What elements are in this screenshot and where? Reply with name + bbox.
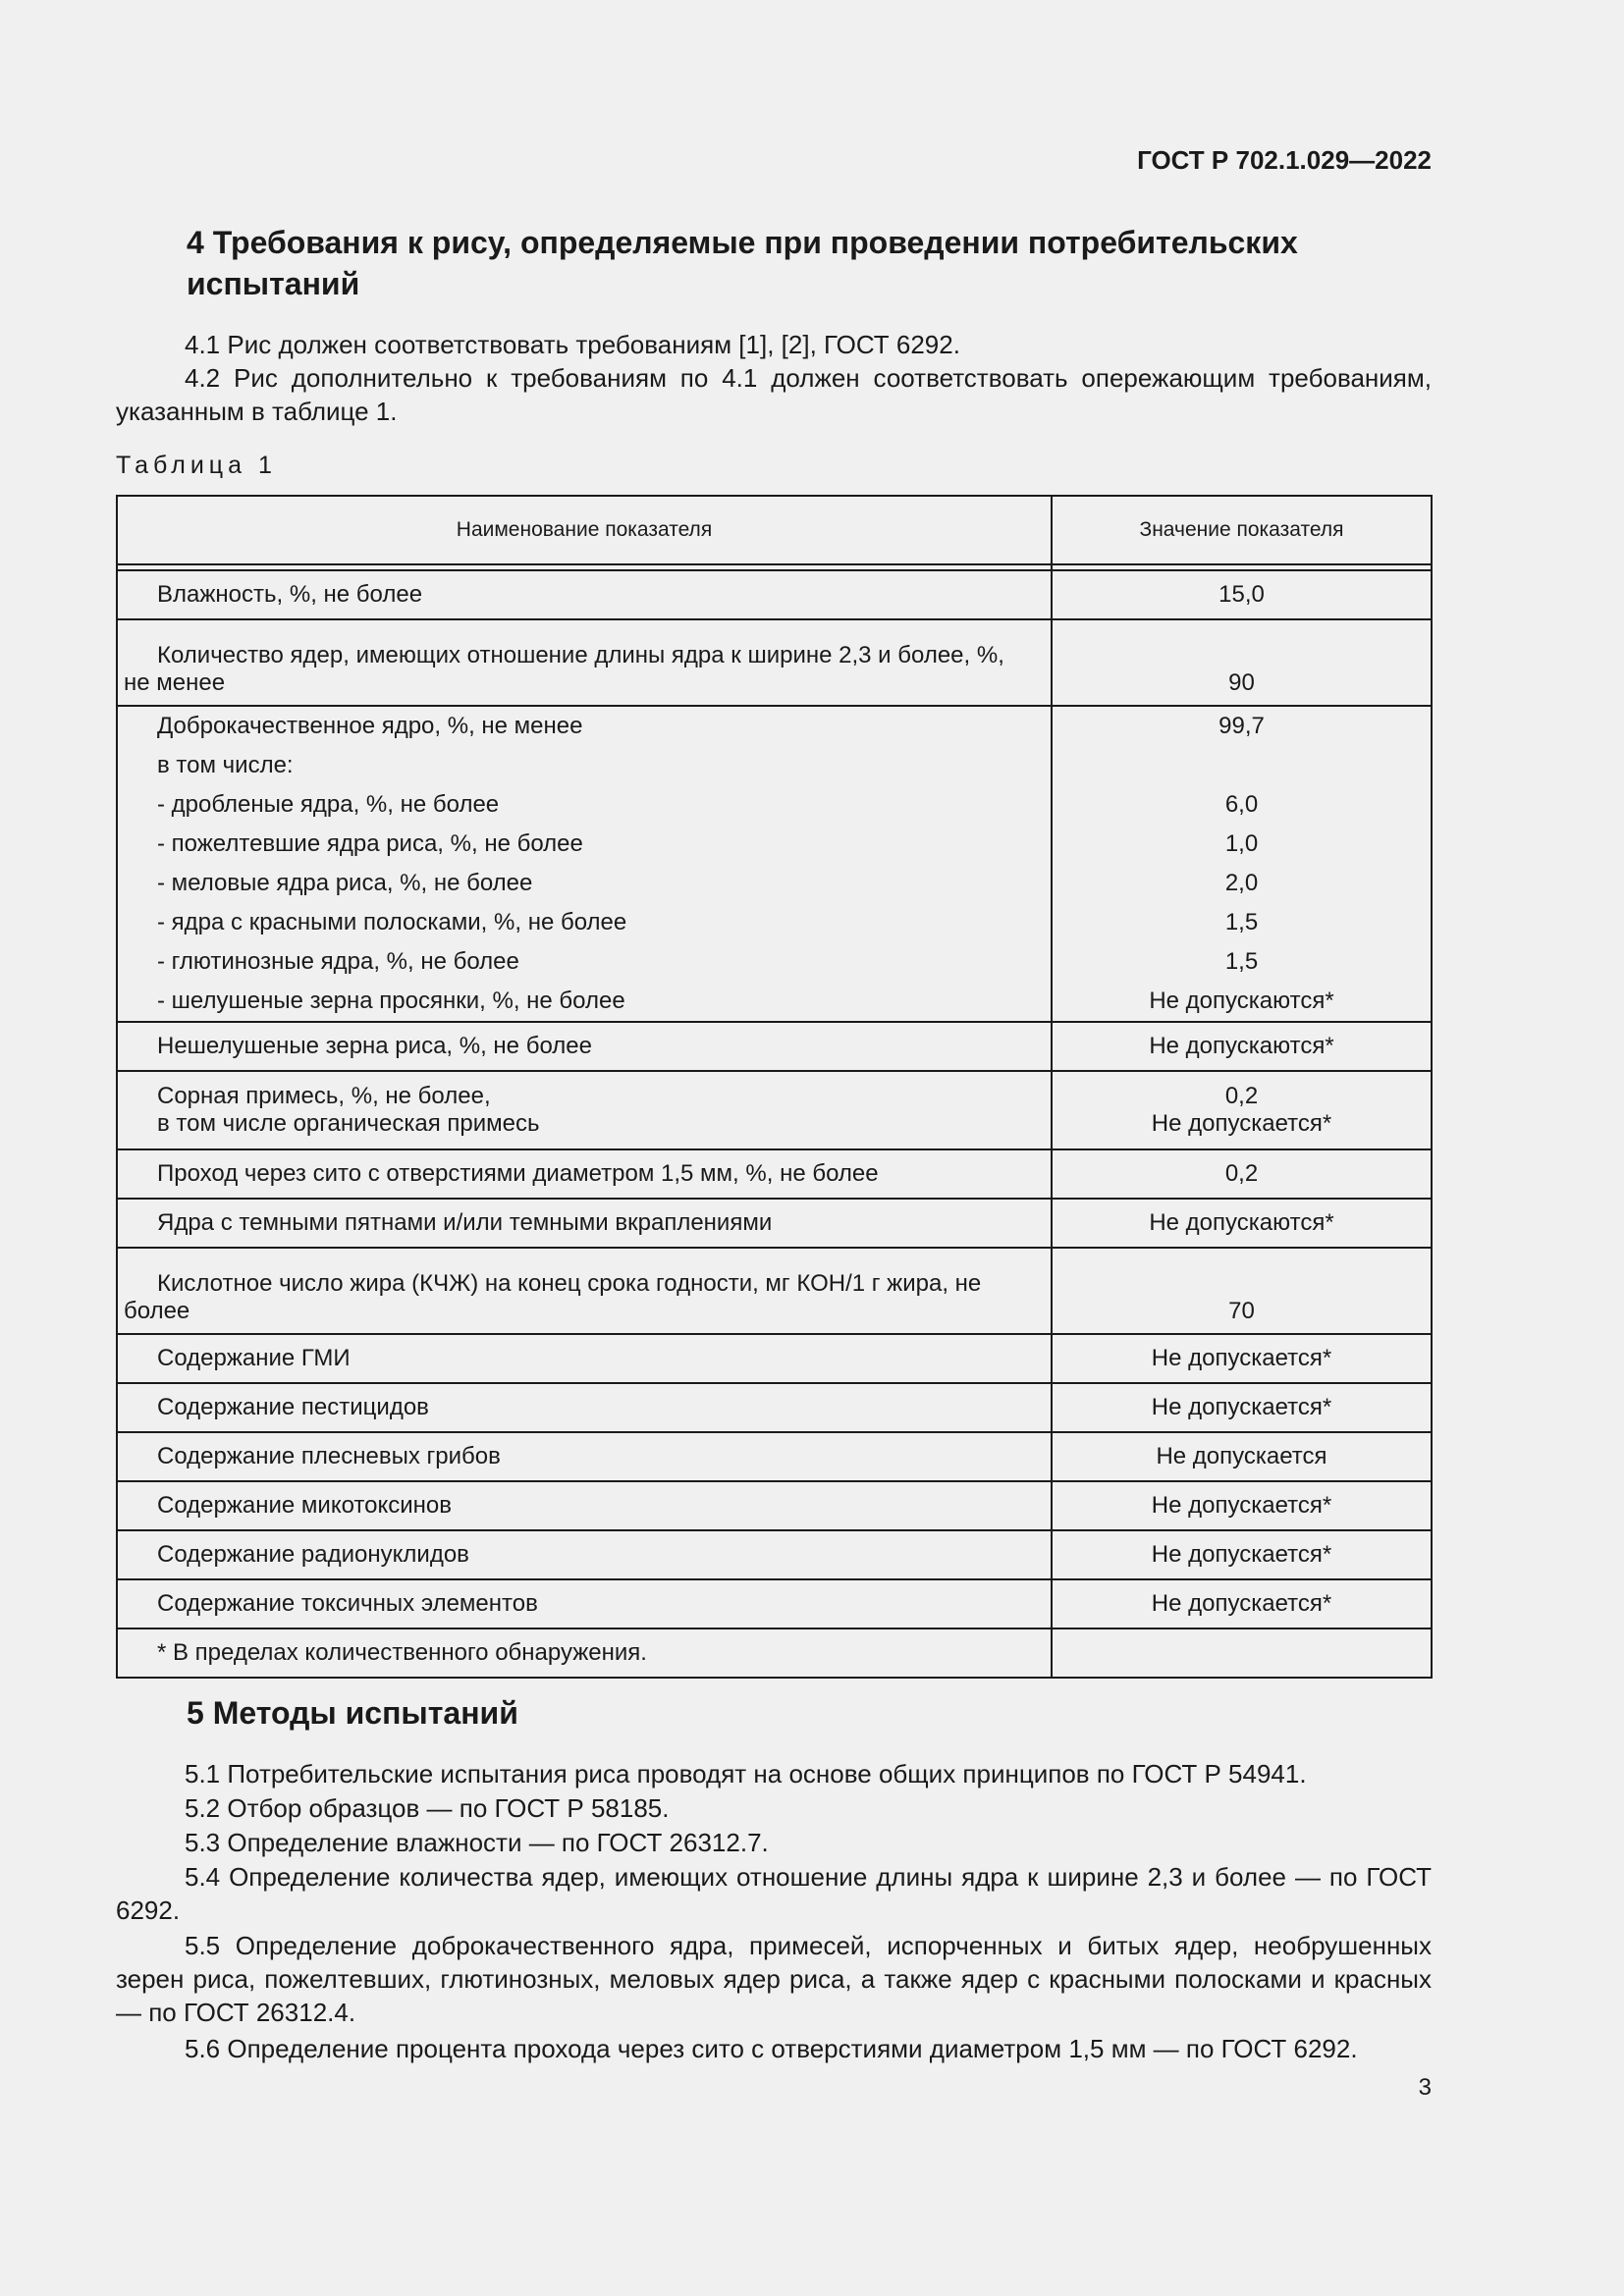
row-name: Содержание радионуклидов — [157, 1541, 469, 1568]
row-value: 15,0 — [1052, 570, 1432, 619]
table-footnote-row — [117, 1629, 1432, 1678]
table-row — [117, 1199, 1432, 1248]
row-value: Не допускается* — [1052, 1530, 1432, 1579]
row-name: Содержание токсичных элементов — [157, 1590, 538, 1617]
row-name: Влажность, %, не более — [157, 581, 423, 608]
paragraph-5-3: 5.3 Определение влажности — по ГОСТ 26312.7. — [185, 1828, 769, 1857]
row-name: Доброкачественное ядро, %, не менее — [157, 713, 583, 739]
row-value: Не допускается* — [1052, 1334, 1432, 1383]
row-name: Содержание пестицидов — [157, 1394, 429, 1420]
row-name: Содержание плесневых грибов — [157, 1443, 501, 1469]
paragraph-5-1: 5.1 Потребительские испытания риса проводят на основе общих принципов по ГОСТ Р 54941. — [185, 1759, 1307, 1789]
row-name-line-2: не менее — [124, 669, 226, 696]
row-value: Не допускаются* — [1052, 1199, 1432, 1248]
row-name: Содержание микотоксинов — [157, 1492, 453, 1519]
row-name: Проход через сито с отверстиями диаметром 1,5 мм, %, не более — [157, 1160, 879, 1187]
row-value: 99,7 — [1218, 713, 1265, 739]
row-value: 0,2 — [1224, 1083, 1259, 1109]
section-4-title-line-2: испытаний — [187, 266, 360, 301]
section-4-title — [187, 222, 1298, 304]
column-header-value: Значение показателя — [1052, 496, 1432, 564]
row-value: Не допускается* — [1052, 1481, 1432, 1530]
row-value: 2,0 — [1224, 870, 1259, 896]
row-subheading: в том числе: — [157, 752, 294, 778]
row-name-line-2: в том числе органическая примесь — [157, 1110, 540, 1137]
row-value: Не допускаются* — [1149, 988, 1334, 1014]
table-row — [117, 1022, 1432, 1071]
row-name: Содержание ГМИ — [157, 1345, 351, 1371]
row-subitem: - пожелтевшие ядра риса, %, не более — [157, 830, 583, 857]
row-value: 1,5 — [1224, 909, 1259, 935]
row-subitem: - дробленые ядра, %, не более — [157, 791, 500, 818]
paragraph-4-1: 4.1 Рис должен соответствовать требованиям [1], [2], ГОСТ 6292. — [185, 330, 960, 359]
row-value: Не допускается — [1052, 1432, 1432, 1481]
row-value: 0,2 — [1052, 1149, 1432, 1199]
paragraph-5-4: 5.4 Определение количества ядер, имеющих отношение длины ядра к ширине 2,3 и более — по ГОСТ 6292. — [116, 1862, 1432, 1925]
paragraph-5-6: 5.6 Определение процента прохода через сито с отверстиями диаметром 1,5 мм — по ГОСТ 6292. — [185, 2034, 1358, 2063]
table-caption: Таблица 1 — [116, 452, 277, 479]
table-row — [117, 619, 1432, 706]
row-name: Нешелушеные зерна риса, %, не более — [157, 1033, 592, 1059]
document-code: ГОСТ Р 702.1.029—2022 — [1137, 145, 1432, 175]
row-subitem: - глютинозные ядра, %, не более — [157, 948, 519, 975]
table-row — [117, 1579, 1432, 1629]
table-row — [117, 1334, 1432, 1383]
row-value: Не допускается* — [1052, 1579, 1432, 1629]
row-name-line-2: более — [124, 1298, 190, 1324]
table-header-row — [117, 496, 1432, 564]
page-number: 3 — [1418, 2074, 1432, 2101]
row-value: Не допускается* — [1151, 1110, 1332, 1137]
row-name-line-1: Сорная примесь, %, не более, — [157, 1083, 491, 1109]
table-row — [117, 1248, 1432, 1334]
row-name-line-1: Количество ядер, имеющих отношение длины ядра к ширине 2,3 и более, %, — [157, 642, 1004, 668]
paragraph-4-2: 4.2 Рис дополнительно к требованиям по 4.1 должен соответствовать опережающим требованиям, указанным в таблице 1. — [116, 363, 1432, 426]
column-header-name: Наименование показателя — [117, 496, 1052, 564]
row-value: Не допускается* — [1052, 1383, 1432, 1432]
table-row — [117, 1071, 1432, 1149]
row-value: 70 — [1052, 1248, 1432, 1334]
table-row — [117, 1149, 1432, 1199]
requirements-table — [116, 495, 1433, 1679]
row-name: Ядра с темными пятнами и/или темными вкраплениями — [157, 1209, 773, 1236]
row-subitem: - ядра с красными полосками, %, не более — [157, 909, 627, 935]
section-4-title-line-1: 4 Требования к рису, определяемые при проведении потребительских — [187, 225, 1298, 260]
section-5-title: 5 Методы испытаний — [187, 1695, 518, 1731]
row-value: 90 — [1052, 619, 1432, 706]
paragraph-5-2: 5.2 Отбор образцов — по ГОСТ Р 58185. — [185, 1793, 670, 1823]
row-name-line-1: Кислотное число жира (КЧЖ) на конец срока годности, мг КОН/1 г жира, не — [157, 1270, 982, 1297]
row-subitem: - меловые ядра риса, %, не более — [157, 870, 533, 896]
paragraph-5-5: 5.5 Определение доброкачественного ядра, примесей, испорченных и битых ядер, необрушенных зерен риса, пожелтевших, глютинозных, меловых ядер риса, а также ядер с красными полосками и красных — по ГОСТ 26312.4. — [116, 1931, 1432, 2027]
row-value: 1,5 — [1224, 948, 1259, 975]
row-value: Не допускаются* — [1052, 1022, 1432, 1071]
table-row — [117, 1530, 1432, 1579]
table-row — [117, 1481, 1432, 1530]
table-row — [117, 706, 1432, 1022]
row-subitem: - шелушеные зерна просянки, %, не более — [157, 988, 625, 1014]
table-row — [117, 570, 1432, 619]
table-footnote: * В пределах количественного обнаружения. — [157, 1639, 647, 1666]
table-row — [117, 1432, 1432, 1481]
table-row — [117, 1383, 1432, 1432]
row-value: 6,0 — [1224, 791, 1259, 818]
row-value: 1,0 — [1224, 830, 1259, 857]
